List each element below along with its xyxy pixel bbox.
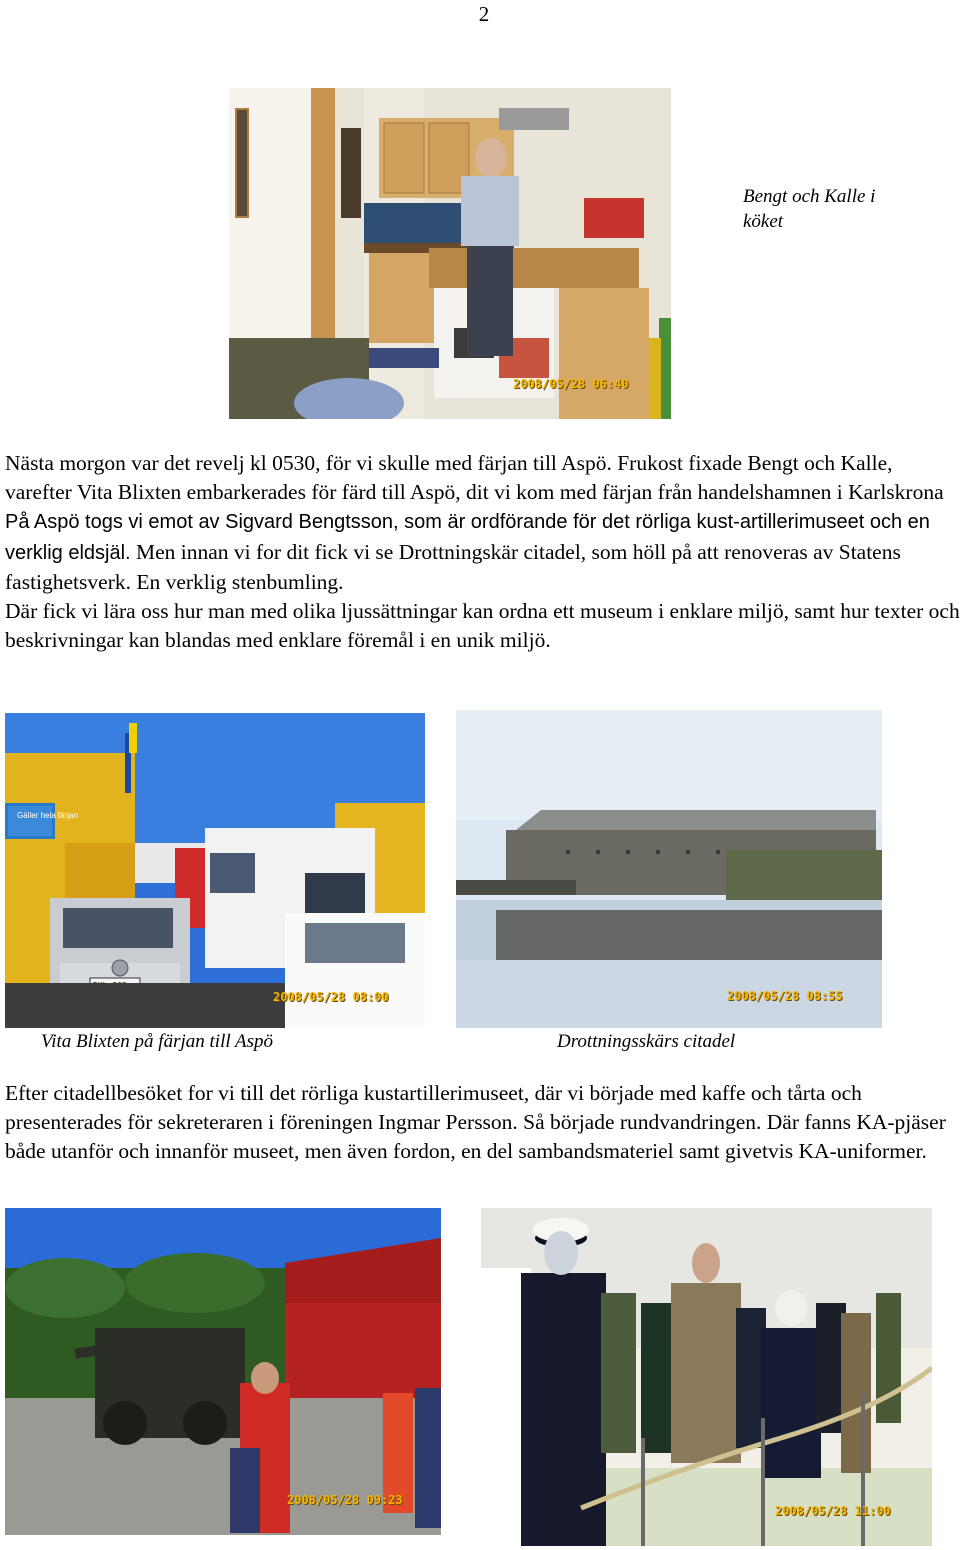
citadel-photo-caption: Drottningsskärs citadel: [557, 1031, 736, 1052]
paragraph-aspo-arrival: [5, 507, 960, 597]
citadel-photo-timestamp: 2008/05/28 08:55: [727, 989, 843, 1003]
ferry-photo-timestamp: 2008/05/28 08:00: [273, 990, 389, 1004]
page-number: 2: [478, 2, 490, 26]
ferry-sign-text: Gäller hela färjan: [17, 811, 78, 820]
ferry-photo-caption: Vita Blixten på färjan till Aspö: [41, 1031, 274, 1052]
uniforms-photo-timestamp: 2008/05/28 11:00: [775, 1504, 891, 1518]
ferry-photo: [5, 713, 425, 1028]
aspo-reception-text: På Aspö togs vi emot av Sigvard Bengtsson, som är ordförande för det rörliga kust-artillerimuseet och en verklig eldsjäl.: [5, 511, 930, 564]
paragraph-ferry-morning: Nästa morgon var det revelj kl 0530, för vi skulle med färjan till Aspö. Frukost fixade Bengt och Kalle, varefter Vita Blixten embarkerades för färd till Aspö, dit vi kom med färjan från handelshamnen i Karlskrona: [5, 451, 944, 505]
paragraph-block-1: [5, 449, 960, 655]
citadel-visit-text: Men innan vi for dit fick vi se Drottningskär citadel, som höll på att renoveras av Statens fastighetsverk. En verklig stenbumling.: [5, 539, 901, 594]
paragraph-museum-visit: Efter citadellbesöket for vi till det rörliga kustartillerimuseet, där vi började med kaffe och tårta och presenterades för sekreteraren i föreningen Ingmar Persson. Så började rundvandringen. Där fanns KA-pjäser både utanför och innanför museet, men även fordon, en del sambandsmateriel samt givetvis KA-uniformer.: [5, 1081, 946, 1164]
paragraph-block-2: [5, 1079, 960, 1167]
kitchen-photo: [229, 88, 671, 419]
kitchen-photo-caption: Bengt och Kalle i köket: [743, 186, 876, 232]
paragraph-museum-lighting: Där fick vi lära oss hur man med olika ljussättningar kan ordna ett museum i enklare miljö, samt hur texter och beskrivningar kan blandas med enklare föremål i en unik miljö.: [5, 599, 960, 653]
uniforms-photo: [481, 1208, 932, 1546]
kitchen-photo-timestamp: 2008/05/28 06:40: [513, 377, 629, 391]
citadel-photo: [456, 710, 882, 1028]
cannon-photo-timestamp: 2008/05/28 09:23: [287, 1493, 403, 1507]
cannon-photo: [5, 1208, 441, 1535]
